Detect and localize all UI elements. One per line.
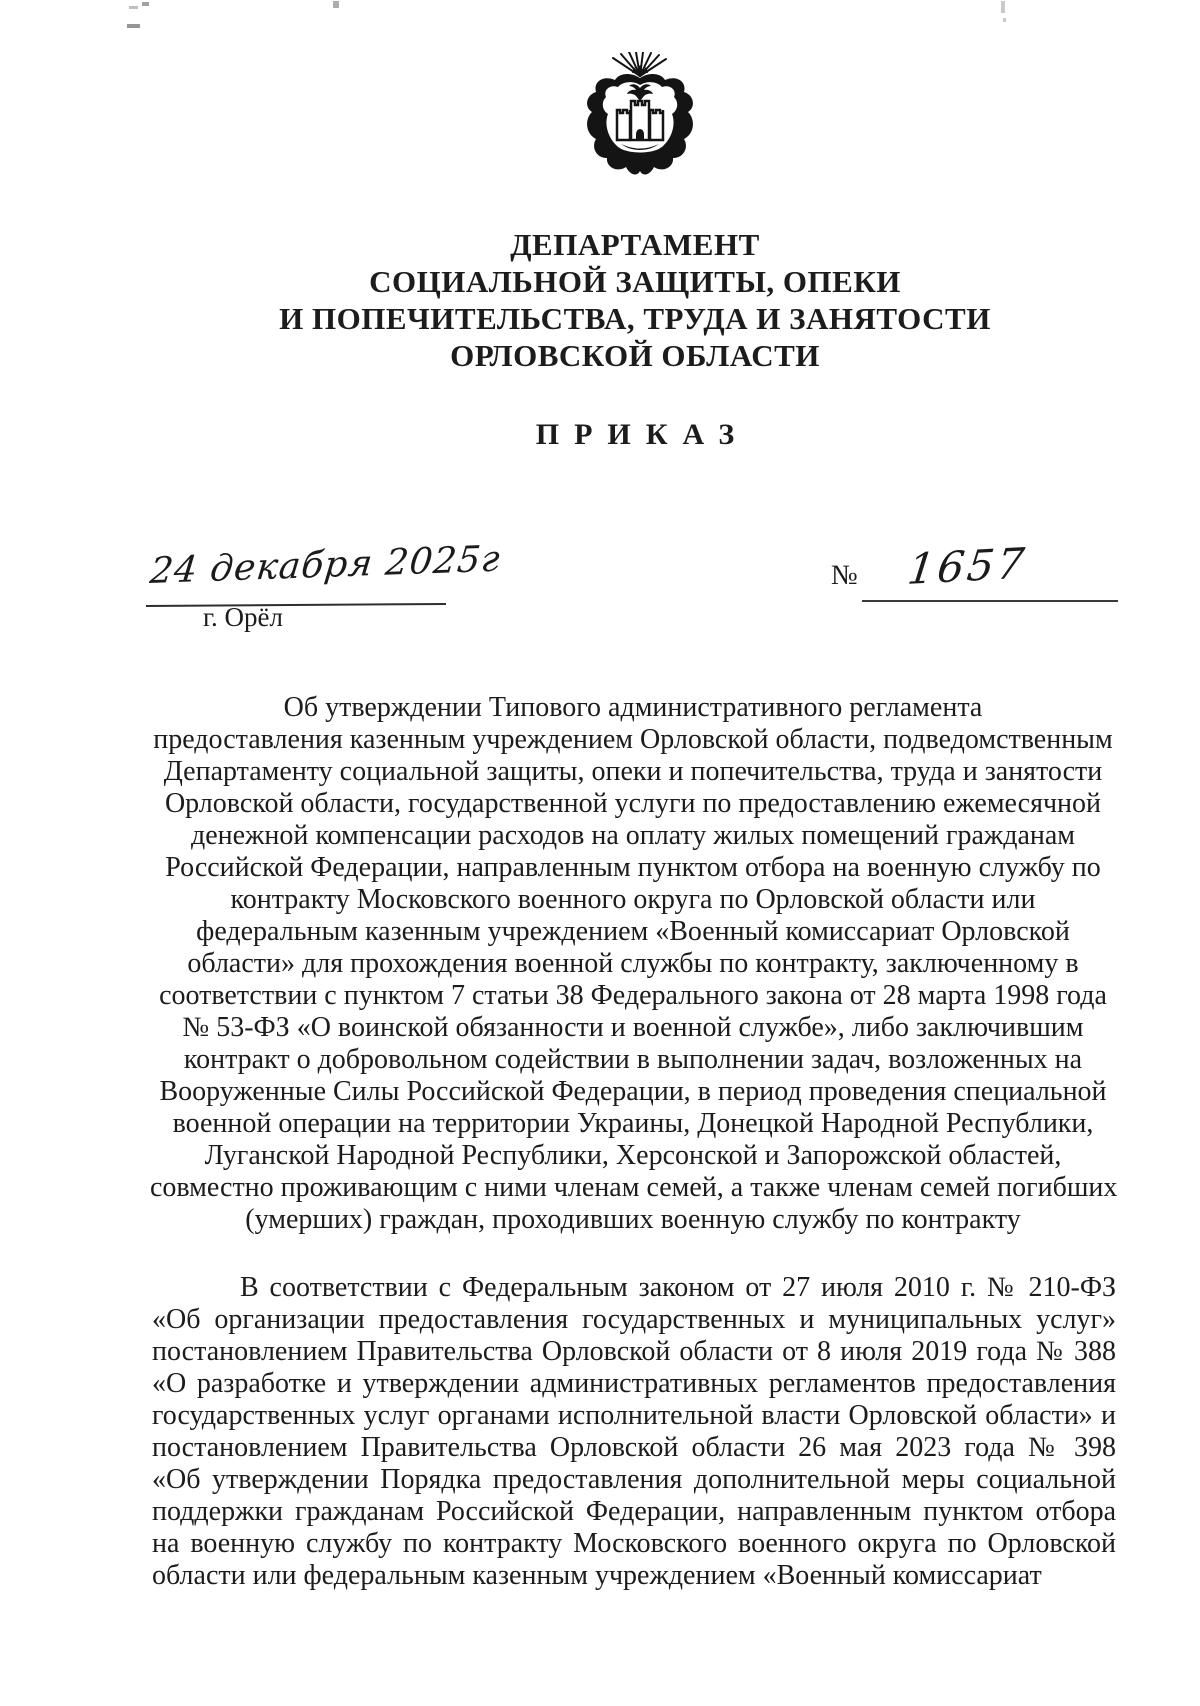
number-sign: № bbox=[831, 560, 858, 591]
handwritten-date: 24 декабря 2025г bbox=[148, 538, 503, 592]
title-line: Об утверждении Типового административного регламента bbox=[283, 692, 983, 723]
title-line: области» для прохождения военной службы по контракту, заключенному в bbox=[187, 948, 1079, 979]
oryol-coat-of-arms-icon bbox=[573, 52, 707, 182]
scan-artifact bbox=[1001, 1, 1005, 13]
title-line: военной операции на территории Украины, Донецкой Народной Республики, bbox=[172, 1108, 1094, 1139]
title-line: совместно проживающим с ними членам семей, а также членам семей погибших bbox=[150, 1172, 1118, 1203]
organization-name bbox=[150, 226, 1120, 374]
title-line: денежной компенсации расходов на оплату жилых помещений гражданам bbox=[190, 820, 1076, 851]
body-line: «Об организации предоставления государственных и муниципальных услуг» bbox=[152, 1304, 1116, 1335]
body-line: области или федеральным казенным учреждением «Военный комиссариат bbox=[152, 1560, 1042, 1591]
body-line: постановлением Правительства Орловской области 26 мая 2023 года № 398 bbox=[152, 1432, 1116, 1463]
body-line: постановлением Правительства Орловской области от 8 июля 2019 года № 388 bbox=[152, 1336, 1116, 1367]
document-title bbox=[150, 692, 1116, 1236]
title-line: Российской Федерации, направленным пунктом отбора на военную службу по bbox=[165, 852, 1101, 883]
org-line: ОРЛОВСКОЙ ОБЛАСТИ bbox=[450, 338, 820, 373]
scan-artifact bbox=[129, 6, 138, 9]
title-line: Департаменту социальной защиты, опеки и попечительства, труда и занятости bbox=[163, 756, 1103, 787]
doc-type-heading: ПРИКАЗ bbox=[535, 418, 750, 451]
body-paragraph bbox=[152, 1272, 1116, 1592]
body-line: «О разработке и утверждении административных регламентов предоставления bbox=[152, 1368, 1116, 1399]
scan-artifact bbox=[127, 24, 140, 28]
title-line: (умерших) граждан, проходивших военную службу по контракту bbox=[245, 1204, 1021, 1235]
title-line: федеральным казенным учреждением «Военный комиссариат Орловской bbox=[196, 916, 1070, 947]
scan-artifact bbox=[142, 2, 149, 6]
handwritten-number: 1657 bbox=[905, 538, 1030, 594]
date-underline bbox=[146, 603, 446, 607]
title-line: контракт о добровольном содействии в выполнении задач, возложенных на bbox=[183, 1044, 1083, 1075]
body-line: В соответствии с Федеральным законом от 27 июля 2010 г. № 210-ФЗ bbox=[240, 1272, 1116, 1303]
title-line: Луганской Народной Республики, Херсонской и Запорожской областей, bbox=[204, 1140, 1062, 1171]
scan-artifact bbox=[1003, 18, 1006, 22]
title-line: № 53-ФЗ «О воинской обязанности и военной службе», либо заключившим bbox=[182, 1012, 1084, 1043]
title-line: соответствии с пунктом 7 статьи 38 Федерального закона от 28 марта 1998 года bbox=[159, 980, 1107, 1011]
body-line: на военную службу по контракту Московского военного округа по Орловской bbox=[152, 1528, 1116, 1559]
title-line: предоставления казенным учреждением Орловской области, подведомственным bbox=[153, 724, 1113, 755]
title-line: Вооруженные Силы Российской Федерации, в период проведения специальной bbox=[159, 1076, 1107, 1107]
title-line: контракту Московского военного округа по Орловской области или bbox=[230, 884, 1036, 915]
number-underline bbox=[862, 600, 1118, 602]
org-line: СОЦИАЛЬНОЙ ЗАЩИТЫ, ОПЕКИ bbox=[369, 264, 901, 299]
org-line: ДЕПАРТАМЕНТ bbox=[510, 227, 760, 262]
body-line: государственных услуг органами исполнительной власти Орловской области» и bbox=[152, 1400, 1116, 1431]
org-line: И ПОПЕЧИТЕЛЬСТВА, ТРУДА И ЗАНЯТОСТИ bbox=[279, 301, 991, 336]
body-line: «Об утверждении Порядка предоставления дополнительной меры социальной bbox=[152, 1464, 1116, 1495]
place-name: г. Орёл bbox=[203, 602, 283, 632]
body-line: поддержки гражданам Российской Федерации, направленным пунктом отбора bbox=[152, 1496, 1116, 1527]
scan-artifact bbox=[333, 1, 339, 8]
title-line: Орловской области, государственной услуги по предоставлению ежемесячной bbox=[164, 788, 1102, 819]
